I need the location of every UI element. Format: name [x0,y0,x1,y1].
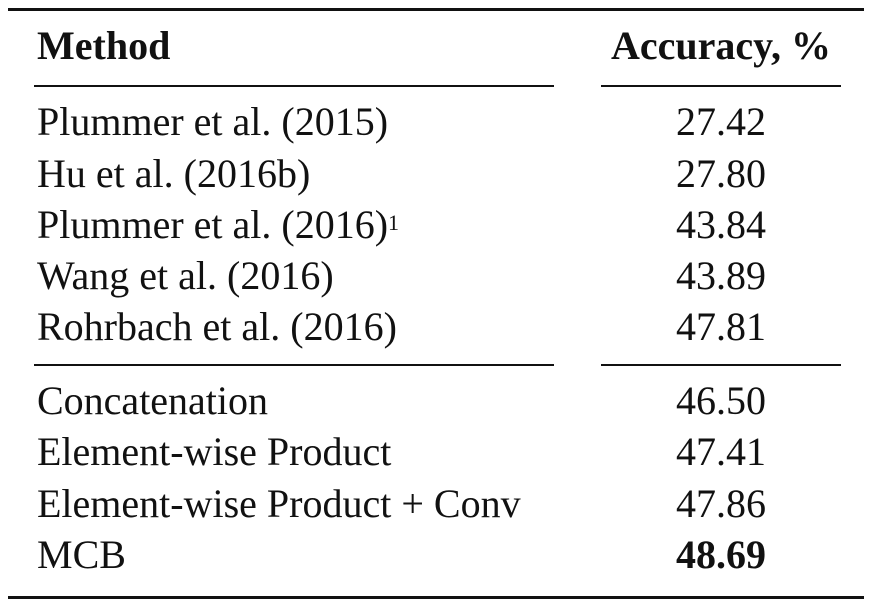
header-method: Method [37,23,171,68]
method-cell: MCB [37,532,126,577]
top-rule [8,8,864,11]
accuracy-cell: 43.84 [676,202,766,247]
method-cell: Element-wise Product + Conv [37,481,521,526]
accuracy-cell: 43.89 [676,253,766,298]
best-accuracy-cell: 48.69 [676,532,766,577]
header-rule-right [601,85,841,87]
accuracy-cell: 27.42 [676,99,766,144]
bottom-rule [8,596,864,599]
method-cell: Plummer et al. (2015) [37,99,389,144]
accuracy-cell: 47.86 [676,481,766,526]
accuracy-cell: 27.80 [676,151,766,196]
method-cell: Element-wise Product [37,429,392,474]
group-rule-right [601,364,841,366]
method-cell: Wang et al. (2016) [37,253,334,298]
method-cell: Concatenation [37,378,269,423]
header-rule-left [34,85,554,87]
method-cell: Plummer et al. $(2016)^1$ [37,202,400,247]
method-cell: Hu et al. (2016b) [37,151,311,196]
group-rule-left [34,364,554,366]
accuracy-cell: 47.41 [676,429,766,474]
accuracy-cell: 47.81 [676,304,766,349]
footnote-marker: 1 [388,210,400,235]
method-cell: Rohrbach et al. (2016) [37,304,397,349]
header-accuracy: Accuracy, % [611,23,831,68]
accuracy-cell: 46.50 [676,378,766,423]
